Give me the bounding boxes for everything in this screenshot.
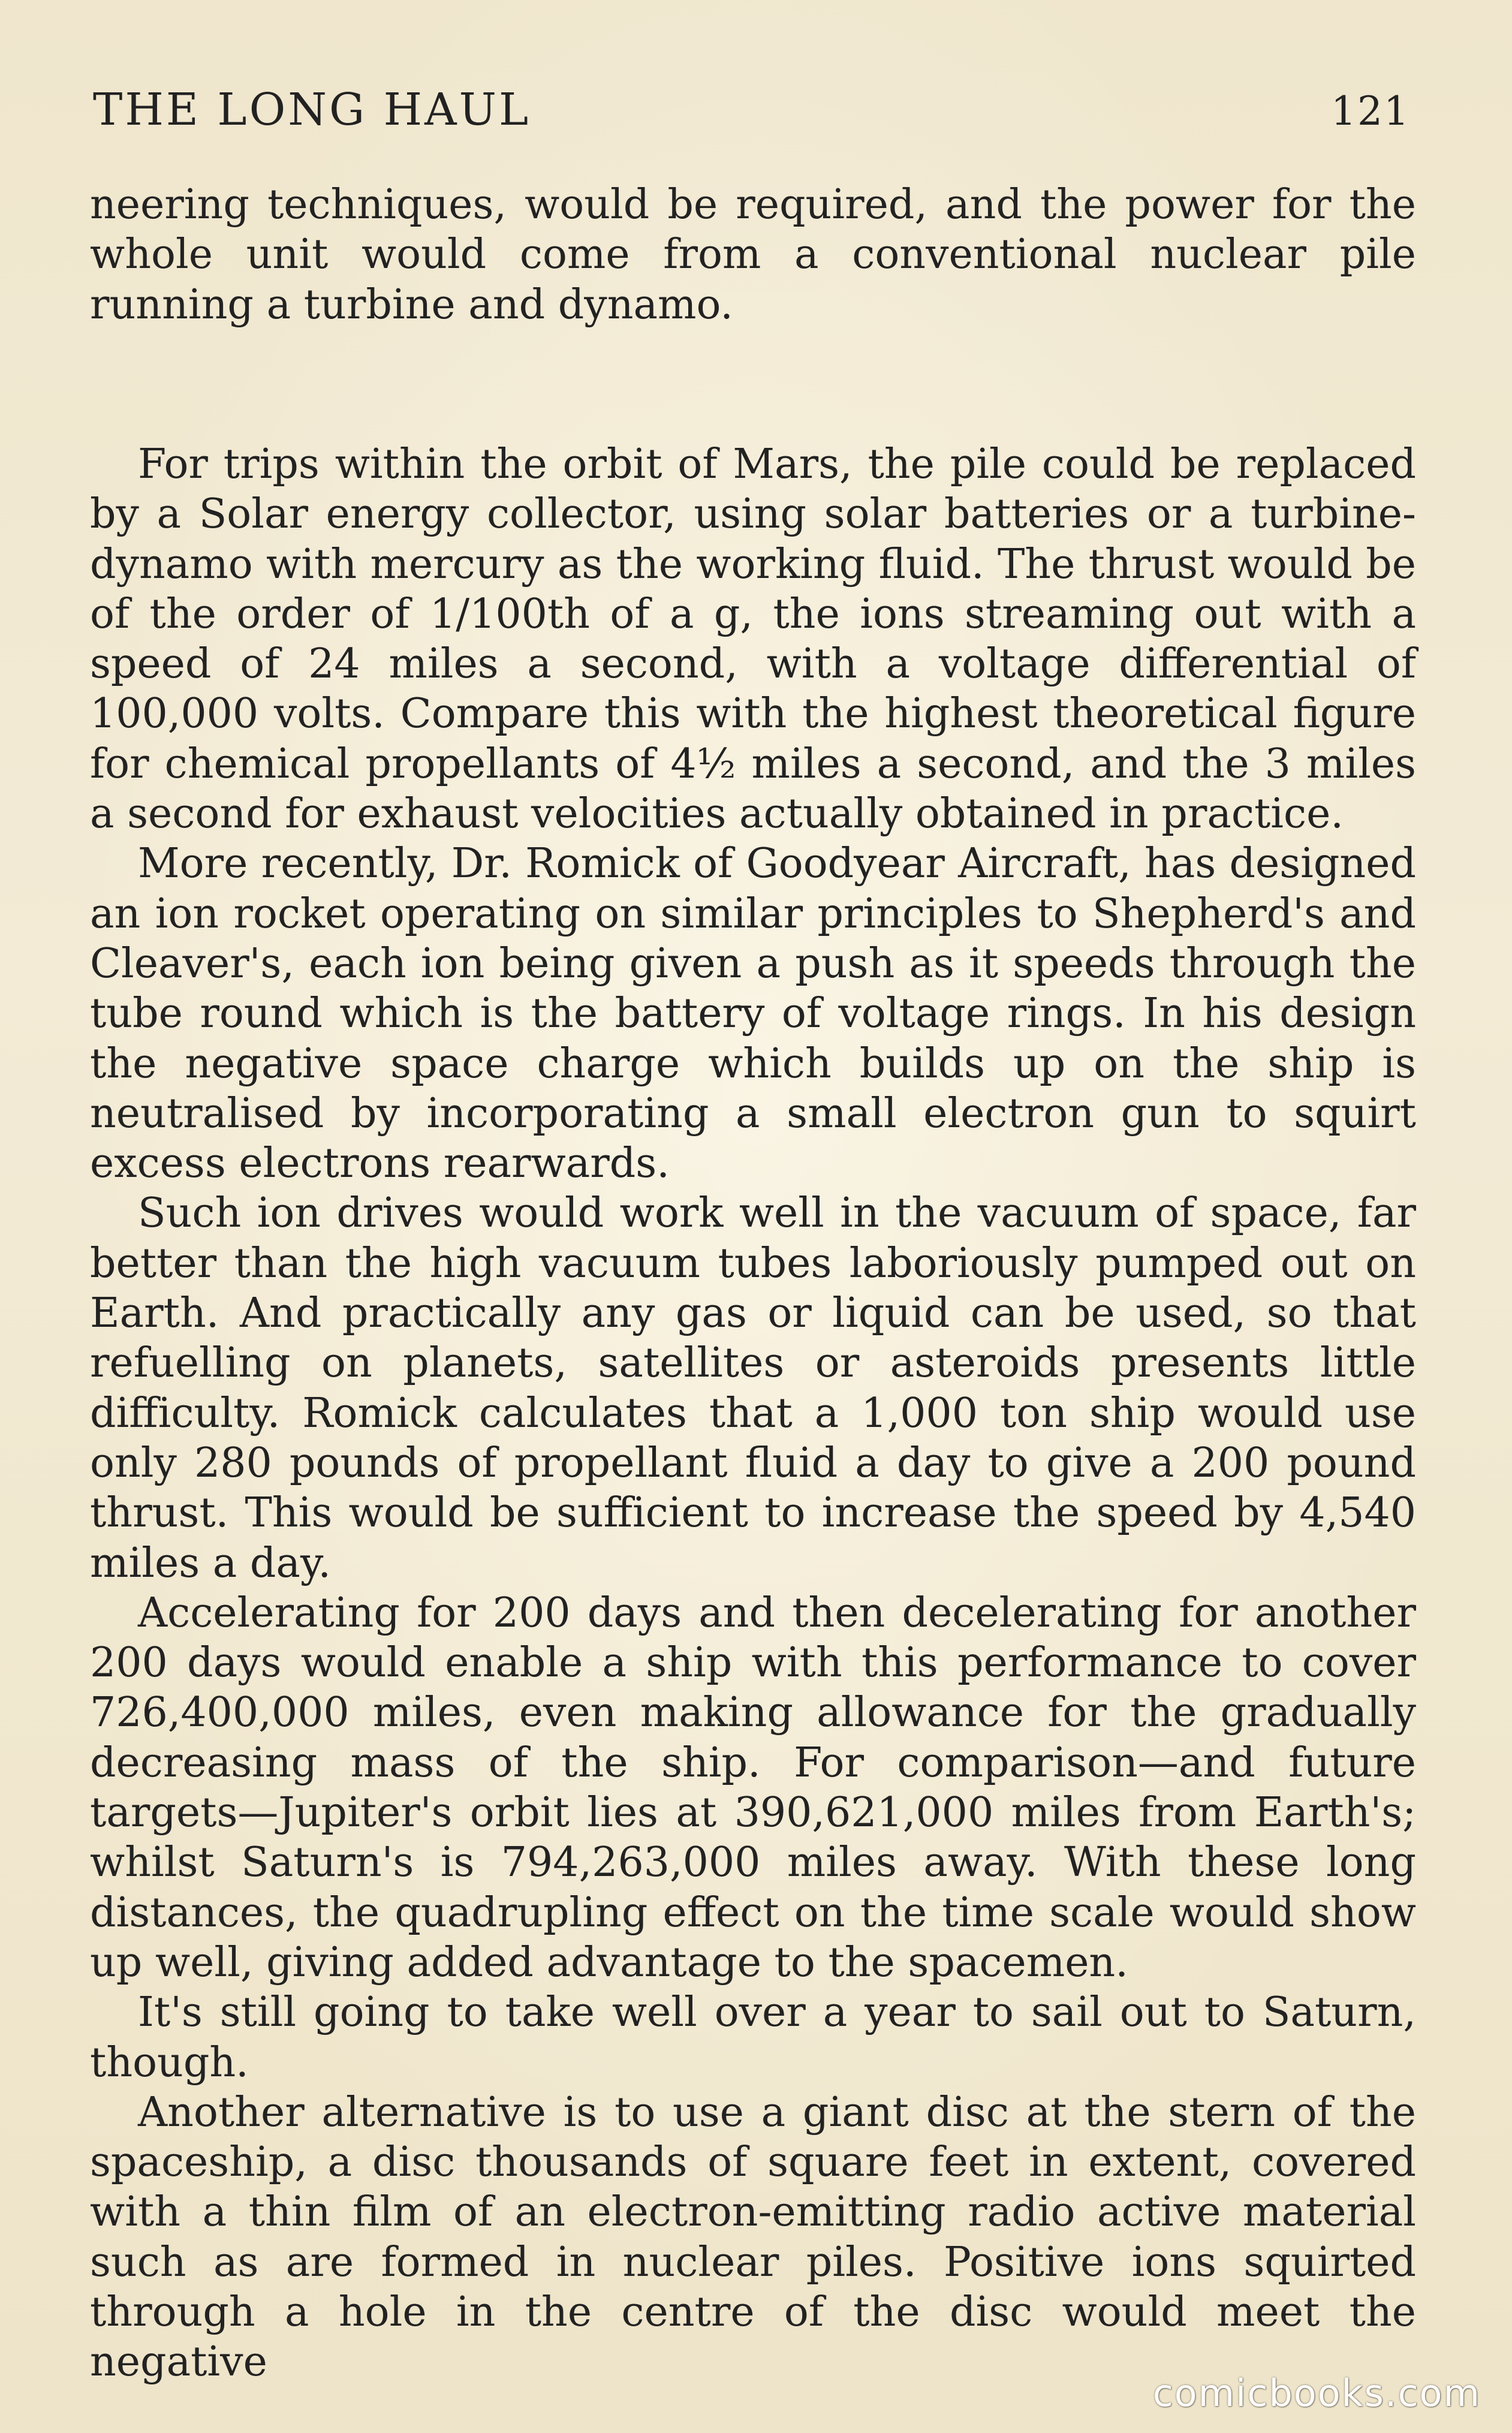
paragraph-solar-collector: For trips within the orbit of Mars, the pile could be replaced by a Solar energy collector, using solar batteries or a turbine-dynamo with mercury as the working fluid. The thrust would be of the order of 1/100th of a g, the ions streaming out with a speed of 24 miles a second, with a voltage differential of 100,000 volts. Compare this with the highest theoretical figure for chemical propellants of 4½ miles a second, and the 3 miles a second for exhaust velocities actually obtained in practice. — [90, 441, 1416, 838]
paragraph-ion-drives: Such ion drives would work well in the vacuum of space, far better than the high vacuum tubes laboriously pumped out on Earth. And practically any gas or liquid can be used, so that refuelling on planets, satellites or asteroids presents little difficulty. Romick calculates that a 1,000 ton ship would use only 280 pounds of propellant fluid a day to give a 200 pound thrust. This would be sufficient to increase the speed by 4,540 miles a day. — [90, 1190, 1416, 1587]
paragraph-giant-disc: Another alternative is to use a giant disc at the stern of the spaceship, a disc thousands of square feet in extent, covered with a thin film of an electron-emitting radio active material such as are formed in nuclear piles. Positive ions squirted through a hole in the centre of the disc would meet the negative — [90, 2088, 1416, 2386]
running-header — [93, 84, 1410, 150]
watermark-logo: comicbooks.com — [1152, 2371, 1481, 2415]
continued-paragraph: neering techniques, would be required, and the power for the whole unit would come from a conventional nuclear pile running a turbine and dynamo. — [90, 181, 1416, 329]
paragraph-saturn: It's still going to take well over a year to sail out to Saturn, though. — [90, 1989, 1416, 2086]
page-number: 121 — [1331, 88, 1410, 134]
main-text-block — [90, 439, 1416, 2387]
running-title: THE LONG HAUL — [93, 84, 531, 135]
continued-text-block — [90, 180, 1416, 330]
paragraph-romick-design: More recently, Dr. Romick of Goodyear Aircraft, has designed an ion rocket operating on similar principles to Shepherd's and Cleaver's, each ion being given a push as it speeds through the tube round which is the battery of voltage rings. In his design the negative space charge which builds up on the ship is neutralised by incorporating a small electron gun to squirt excess electrons rearwards. — [90, 840, 1416, 1188]
paragraph-acceleration: Accelerating for 200 days and then decelerating for another 200 days would enable a ship with this performance to cover 726,400,000 miles, even making allowance for the gradually decreasing mass of the ship. For comparison—and future targets—Jupiter's orbit lies at 390,621,000 miles from Earth's; whilst Saturn's is 794,263,000 miles away. With these long distances, the quadrupling effect on the time scale would show up well, giving added advantage to the spacemen. — [90, 1589, 1416, 1986]
